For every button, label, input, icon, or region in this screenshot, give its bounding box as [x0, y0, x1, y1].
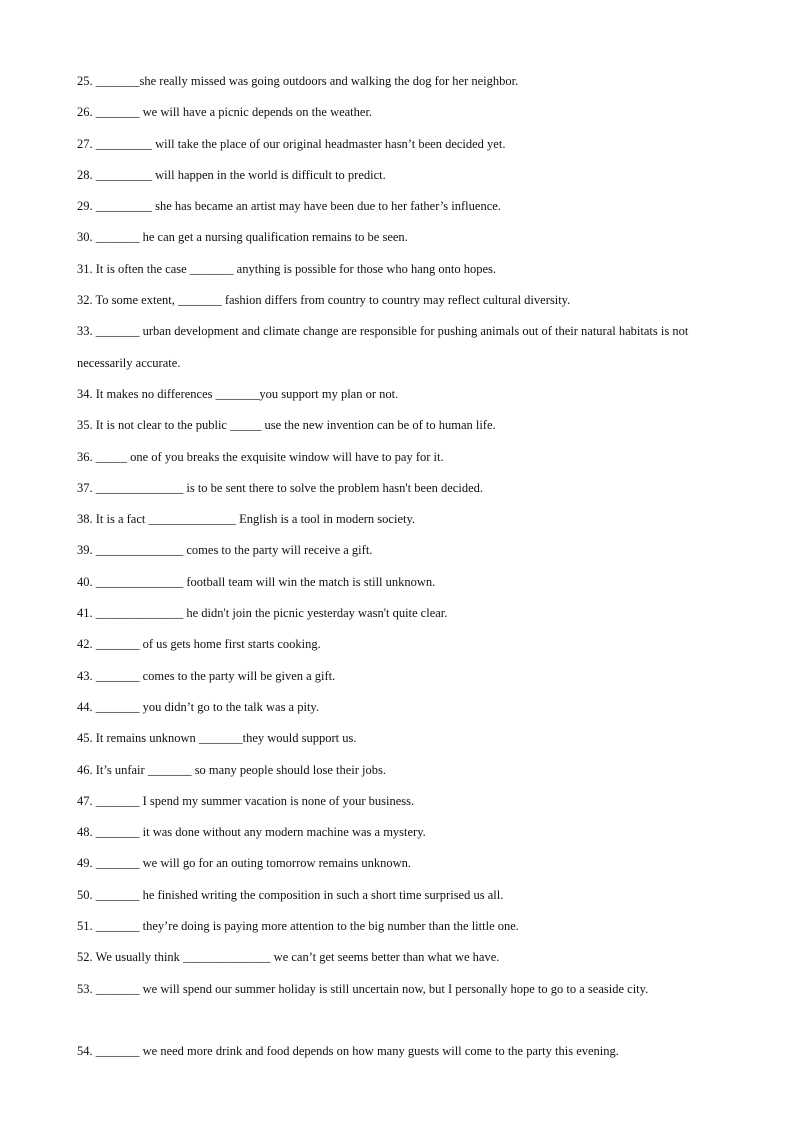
question-item: [77, 848, 717, 879]
question-list: [77, 66, 717, 1068]
question-number: 31.: [77, 261, 93, 276]
question-item: [77, 473, 717, 504]
question-number: 33.: [77, 324, 93, 339]
question-number: 29.: [77, 199, 93, 214]
question-item: [77, 942, 717, 973]
question-text: It is often the case _______ anything is possible for those who hang onto hopes.: [95, 261, 497, 276]
question-number: 26.: [77, 105, 93, 120]
question-text: To some extent, _______ fashion differs from country to country may reflect cultural diversity.: [95, 293, 571, 308]
question-item: [77, 817, 717, 848]
question-number: 34.: [77, 386, 93, 401]
question-text: _________ will take the place of our original headmaster hasn’t been decided yet.: [95, 136, 506, 151]
question-number: 43.: [77, 668, 93, 683]
question-number: 42.: [77, 637, 93, 652]
question-item: [77, 222, 717, 253]
question-item: [77, 316, 717, 379]
question-number: 44.: [77, 699, 93, 714]
question-text: It makes no differences _______you support my plan or not.: [95, 386, 399, 401]
question-number: 47.: [77, 793, 93, 808]
question-text: _______ he can get a nursing qualification remains to be seen.: [95, 230, 408, 245]
question-item: [77, 1036, 717, 1067]
question-item: [77, 629, 717, 660]
question-text: _______ we will go for an outing tomorrow remains unknown.: [95, 856, 411, 871]
question-item: [77, 254, 717, 285]
question-item: [77, 129, 717, 160]
question-item: [77, 880, 717, 911]
question-item: [77, 442, 717, 473]
question-text: It’s unfair _______ so many people should lose their jobs.: [95, 762, 386, 777]
question-item: [77, 755, 717, 786]
question-text: _______she really missed was going outdoors and walking the dog for her neighbor.: [95, 74, 519, 88]
question-text: _____ one of you breaks the exquisite window will have to pay for it.: [95, 449, 444, 464]
question-number: 49.: [77, 856, 93, 871]
question-text: _______ of us gets home first starts cooking.: [95, 637, 321, 652]
question-number: 46.: [77, 762, 93, 777]
question-number: 50.: [77, 887, 93, 902]
question-number: 38.: [77, 512, 93, 527]
question-text: _______ we need more drink and food depends on how many guests will come to the party this evening.: [95, 1044, 619, 1059]
question-text: _________ will happen in the world is difficult to predict.: [95, 167, 386, 182]
question-item: [77, 911, 717, 942]
question-number: 41.: [77, 606, 93, 621]
question-number: 28.: [77, 167, 93, 182]
question-text: _______ urban development and climate change are responsible for pushing animals out of their natural habitats is not necessarily accurate.: [77, 324, 689, 370]
question-number: 54.: [77, 1044, 93, 1059]
question-item: [77, 66, 717, 97]
question-text: ______________ football team will win the match is still unknown.: [95, 574, 436, 589]
question-item: [77, 535, 717, 566]
question-number: 35.: [77, 418, 93, 433]
question-item: [77, 410, 717, 441]
question-text: _______ you didn’t go to the talk was a pity.: [95, 699, 319, 714]
question-number: 39.: [77, 543, 93, 558]
question-number: 40.: [77, 574, 93, 589]
question-text: ______________ comes to the party will receive a gift.: [95, 543, 373, 558]
question-number: 37.: [77, 480, 93, 495]
question-number: 53.: [77, 981, 93, 996]
question-number: 25.: [77, 74, 93, 88]
question-text: _______ we will have a picnic depends on the weather.: [95, 105, 373, 120]
question-text: _______ comes to the party will be given a gift.: [95, 668, 336, 683]
question-number: 36.: [77, 449, 93, 464]
question-text: It is a fact ______________ English is a tool in modern society.: [95, 512, 416, 527]
question-item: [77, 160, 717, 191]
question-item: [77, 692, 717, 723]
question-item: [77, 379, 717, 410]
question-text: We usually think ______________ we can’t get seems better than what we have.: [95, 950, 500, 965]
question-text: _______ we will spend our summer holiday is still uncertain now, but I personally hope to go to a seaside city.: [95, 981, 649, 996]
question-text: It is not clear to the public _____ use the new invention can be of to human life.: [95, 418, 496, 433]
question-number: 27.: [77, 136, 93, 151]
question-number: 30.: [77, 230, 93, 245]
question-text: ______________ he didn't join the picnic yesterday wasn't quite clear.: [95, 606, 448, 621]
question-text: It remains unknown _______they would support us.: [95, 731, 357, 746]
question-item: [77, 598, 717, 629]
question-item: [77, 285, 717, 316]
question-number: 45.: [77, 731, 93, 746]
question-number: 52.: [77, 950, 93, 965]
question-text: _______ he finished writing the composition in such a short time surprised us all.: [95, 887, 504, 902]
question-item: [77, 567, 717, 598]
question-number: 48.: [77, 825, 93, 840]
question-item: [77, 786, 717, 817]
question-text: _______ it was done without any modern machine was a mystery.: [95, 825, 426, 840]
question-item: [77, 974, 717, 1037]
question-item: [77, 661, 717, 692]
question-number: 51.: [77, 919, 93, 934]
question-text: _________ she has became an artist may have been due to her father’s influence.: [95, 199, 501, 214]
question-number: 32.: [77, 293, 93, 308]
question-item: [77, 723, 717, 754]
question-item: [77, 191, 717, 222]
question-text: _______ they’re doing is paying more attention to the big number than the little one.: [95, 919, 519, 934]
question-item: [77, 97, 717, 128]
question-text: _______ I spend my summer vacation is none of your business.: [95, 793, 415, 808]
question-text: ______________ is to be sent there to solve the problem hasn't been decided.: [95, 480, 483, 495]
question-item: [77, 504, 717, 535]
